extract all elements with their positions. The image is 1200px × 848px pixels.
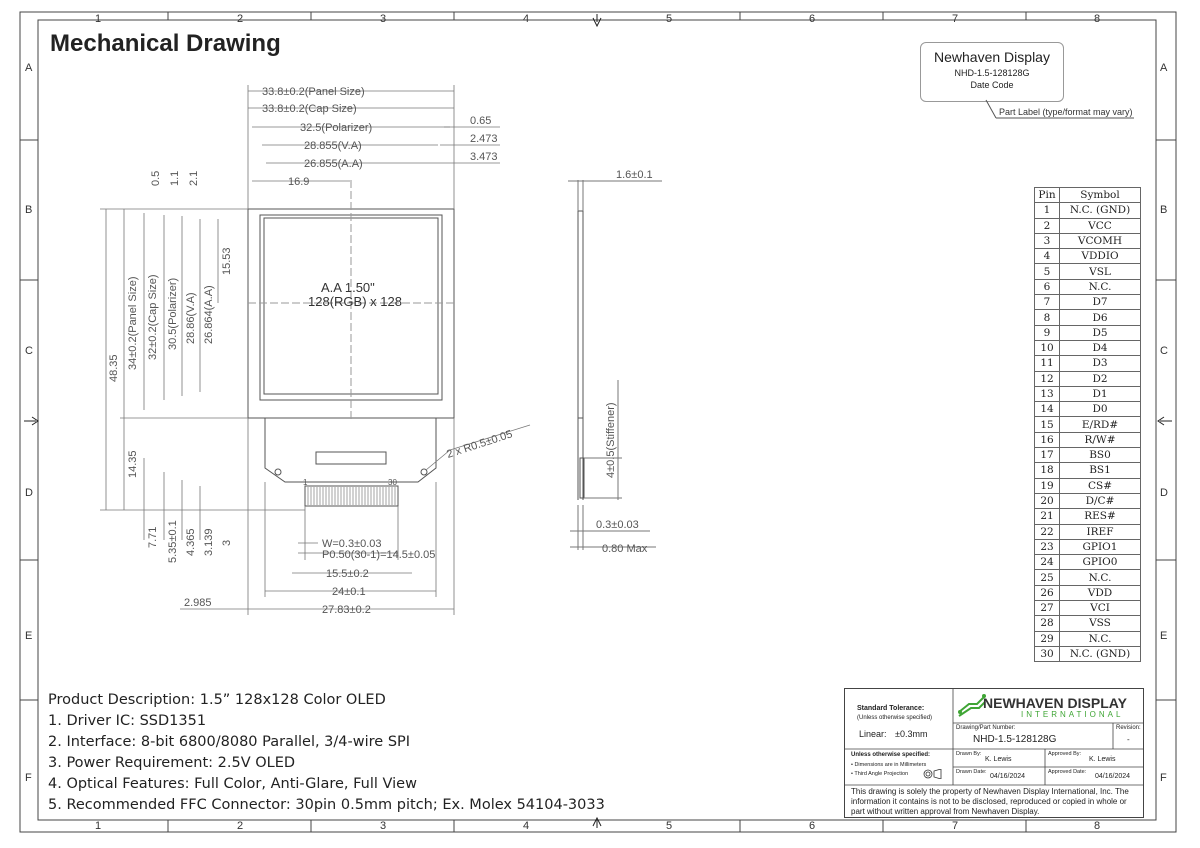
pin-number: 24	[1035, 555, 1060, 570]
page-title: Mechanical Drawing	[50, 30, 281, 57]
description-line: 5. Recommended FFC Connector: 30pin 0.5mm pitch; Ex. Molex 54104-3033	[48, 797, 605, 813]
pin-number: 30	[1035, 646, 1060, 661]
pin-symbol: GPIO1	[1060, 539, 1141, 554]
col-label-2-bottom: 2	[237, 820, 244, 832]
pin-number: 5	[1035, 264, 1060, 279]
pin-number: 22	[1035, 524, 1060, 539]
pin-number: 2	[1035, 218, 1060, 233]
table-row	[1035, 509, 1141, 524]
pin-number: 7	[1035, 295, 1060, 310]
drawn-by-label: Drawn By:	[956, 751, 982, 757]
dim-3-473: 3.473	[470, 151, 498, 163]
dim-side-0-3: 0.3±0.03	[596, 519, 639, 531]
pin-number: 16	[1035, 432, 1060, 447]
description-line: Product Description: 1.5” 128x128 Color OLED	[48, 692, 386, 708]
table-row	[1035, 539, 1141, 554]
fpc-pin-30-label: 30	[388, 478, 397, 487]
table-row	[1035, 493, 1141, 508]
pin-number: 18	[1035, 463, 1060, 478]
dim-cap-size: 33.8±0.2(Cap Size)	[262, 103, 357, 115]
pin-symbol: D7	[1060, 295, 1141, 310]
dim-v-48-35: 48.35	[108, 354, 120, 382]
table-row	[1035, 631, 1141, 646]
pin-number: 1	[1035, 203, 1060, 218]
row-label-d-right: D	[1160, 487, 1168, 499]
pin-symbol: D1	[1060, 386, 1141, 401]
col-label-4: 4	[523, 13, 530, 25]
pin-symbol: VCI	[1060, 601, 1141, 616]
dim-stiffener: 4±0.5(Stiffener)	[605, 402, 617, 478]
aa-label-line1: A.A 1.50"	[321, 280, 375, 295]
approved-date-label: Approved Date:	[1048, 769, 1087, 775]
pin-symbol: N.C.	[1060, 279, 1141, 294]
pin-symbol: D6	[1060, 310, 1141, 325]
table-row	[1035, 325, 1141, 340]
dim-v-polarizer: 30.5(Polarizer)	[167, 277, 179, 350]
side-view	[568, 180, 662, 550]
table-row	[1035, 386, 1141, 401]
dim-v-3-139: 3.139	[203, 528, 215, 556]
table-row	[1035, 264, 1141, 279]
dim-v-4-365: 4.365	[185, 528, 197, 556]
unless-specified-label: Unless otherwise specified:	[851, 752, 931, 758]
pin-symbol: IREF	[1060, 524, 1141, 539]
table-row	[1035, 585, 1141, 600]
pin-symbol: BS0	[1060, 448, 1141, 463]
dim-polarizer: 32.5(Polarizer)	[300, 122, 373, 134]
col-label-2: 2	[237, 13, 244, 25]
dim-w: W=0.3±0.03	[322, 538, 382, 550]
pin-symbol: VCOMH	[1060, 233, 1141, 248]
dim-v-0-5: 0.5	[150, 170, 162, 186]
dim-2-473: 2.473	[470, 133, 498, 145]
dim-15-5: 15.5±0.2	[326, 568, 369, 580]
table-row	[1035, 616, 1141, 631]
table-row	[1035, 310, 1141, 325]
dim-va: 28.855(V.A)	[304, 140, 362, 152]
row-label-c: C	[25, 345, 33, 357]
pin-symbol: N.C. (GND)	[1060, 646, 1141, 661]
col-label-5-bottom: 5	[666, 820, 673, 832]
third-angle-projection-icon	[923, 769, 943, 779]
description-line: 1. Driver IC: SSD1351	[48, 713, 207, 729]
dim-0-65: 0.65	[470, 115, 492, 127]
pin-number: 20	[1035, 493, 1060, 508]
drawn-date-value: 04/16/2024	[990, 773, 1026, 780]
table-row	[1035, 402, 1141, 417]
drawn-by-value: K. Lewis	[985, 756, 1012, 763]
table-row	[1035, 478, 1141, 493]
dim-27-83: 27.83±0.2	[322, 604, 371, 616]
dim-v-cap: 32±0.2(Cap Size)	[147, 274, 159, 360]
col-label-1-bottom: 1	[95, 820, 102, 832]
row-label-a: A	[25, 62, 33, 74]
drawn-date-label: Drawn Date:	[956, 769, 987, 775]
dim-16-9: 16.9	[288, 176, 310, 188]
pin-number: 29	[1035, 631, 1060, 646]
col-label-3: 3	[380, 13, 387, 25]
table-row	[1035, 448, 1141, 463]
pin-symbol: N.C. (GND)	[1060, 203, 1141, 218]
table-row	[1035, 524, 1141, 539]
dim-2-985: 2.985	[184, 597, 212, 609]
approved-by-value: K. Lewis	[1089, 756, 1116, 763]
col-label-6-bottom: 6	[809, 820, 816, 832]
part-label-note: Part Label (type/format may vary)	[999, 107, 1133, 117]
description-line: 3. Power Requirement: 2.5V OLED	[48, 755, 296, 771]
table-row	[1035, 555, 1141, 570]
dim-side-0-80: 0.80 Max	[602, 543, 648, 555]
table-row	[1035, 570, 1141, 585]
col-label-3-bottom: 3	[380, 820, 387, 832]
logo-main-text: NEWHAVEN DISPLAY	[983, 695, 1127, 711]
row-label-f: F	[25, 772, 32, 784]
pin-symbol: R/W#	[1060, 432, 1141, 447]
table-row	[1035, 371, 1141, 386]
pin-number: 23	[1035, 539, 1060, 554]
pin-number: 15	[1035, 417, 1060, 432]
col-label-1: 1	[95, 13, 102, 25]
dim-pitch: P0.50(30-1)=14.5±0.05	[322, 549, 436, 561]
dim-v-14-35: 14.35	[127, 450, 139, 478]
pin-number: 26	[1035, 585, 1060, 600]
approved-date-value: 04/16/2024	[1095, 773, 1131, 780]
aa-label-line2: 128(RGB) x 128	[308, 294, 402, 309]
pin-symbol: CS#	[1060, 478, 1141, 493]
row-label-e: E	[25, 630, 33, 642]
dim-v-1-1: 1.1	[169, 170, 181, 186]
standard-tolerance-label: Standard Tolerance:	[857, 705, 925, 712]
table-row	[1035, 233, 1141, 248]
dim-v-3: 3	[221, 539, 233, 546]
table-row	[1035, 203, 1141, 218]
description-line: 4. Optical Features: Full Color, Anti-Glare, Full View	[48, 776, 417, 792]
title-block	[844, 688, 1144, 818]
col-label-7-bottom: 7	[952, 820, 959, 832]
dim-v-aa: 26.864(A.A)	[203, 285, 215, 344]
note-projection: • Third Angle Projection	[851, 771, 909, 777]
pin-symbol: D5	[1060, 325, 1141, 340]
pin-symbol: D0	[1060, 402, 1141, 417]
pin-symbol: VSS	[1060, 616, 1141, 631]
row-label-e-right: E	[1160, 630, 1168, 642]
table-row	[1035, 646, 1141, 661]
product-description	[48, 690, 605, 816]
pin-symbol: D4	[1060, 340, 1141, 355]
dim-v-panel: 34±0.2(Panel Size)	[127, 276, 139, 370]
pin-symbol: VDD	[1060, 585, 1141, 600]
pin-number: 25	[1035, 570, 1060, 585]
dim-aa: 26.855(A.A)	[304, 158, 363, 170]
left-dimension-lines	[100, 209, 305, 540]
pin-number: 27	[1035, 601, 1060, 616]
pin-number: 17	[1035, 448, 1060, 463]
pin-table-header	[1035, 188, 1141, 203]
pin-symbol: D/C#	[1060, 493, 1141, 508]
table-row	[1035, 432, 1141, 447]
description-line: 2. Interface: 8-bit 6800/8080 Parallel, 3/4-wire SPI	[48, 734, 411, 750]
part-label-date-code: Date Code	[970, 80, 1014, 90]
table-row	[1035, 218, 1141, 233]
pin-symbol: D2	[1060, 371, 1141, 386]
table-row	[1035, 249, 1141, 264]
col-label-5: 5	[666, 13, 673, 25]
dim-v-7-71: 7.71	[147, 526, 159, 548]
pin-number: 13	[1035, 386, 1060, 401]
pin-number: 14	[1035, 402, 1060, 417]
pin-number: 4	[1035, 249, 1060, 264]
dim-v-15-53: 15.53	[221, 247, 233, 275]
pin-number: 8	[1035, 310, 1060, 325]
dim-radius: 2 x R0.5±0.05	[445, 428, 515, 461]
pin-number: 21	[1035, 509, 1060, 524]
dim-v-5-35: 5.35±0.1	[167, 520, 179, 563]
dim-v-2-1: 2.1	[188, 170, 200, 186]
pin-symbol: N.C.	[1060, 631, 1141, 646]
pin-number: 28	[1035, 616, 1060, 631]
fpc-pin-1-label: 1	[303, 478, 308, 487]
pin-symbol: N.C.	[1060, 570, 1141, 585]
disclaimer-text: This drawing is solely the property of Newhaven Display International, Inc. The information it contains is not to be disclosed, reproduced or copied in whole or part without written approval from Newhaven Display.	[851, 787, 1129, 816]
pin-symbol: VDDIO	[1060, 249, 1141, 264]
pin-symbol: E/RD#	[1060, 417, 1141, 432]
part-number-label: Drawing/Part Number:	[956, 725, 1016, 731]
pin-number: 11	[1035, 356, 1060, 371]
table-row	[1035, 279, 1141, 294]
row-label-c-right: C	[1160, 345, 1168, 357]
part-label-number: NHD-1.5-128128G	[954, 68, 1030, 78]
table-row	[1035, 463, 1141, 478]
pin-symbol: VSL	[1060, 264, 1141, 279]
row-label-b-right: B	[1160, 204, 1168, 216]
pin-number: 10	[1035, 340, 1060, 355]
logo-sub-text: INTERNATIONAL	[1021, 710, 1124, 719]
symbol-column-header: Symbol	[1060, 188, 1141, 203]
note-millimeters: • Dimensions are in Millimeters	[851, 762, 927, 768]
pin-number: 6	[1035, 279, 1060, 294]
col-label-4-bottom: 4	[523, 820, 530, 832]
dim-panel-size: 33.8±0.2(Panel Size)	[262, 86, 365, 98]
front-view-outline	[248, 180, 454, 506]
pin-symbol: BS1	[1060, 463, 1141, 478]
pin-table	[1034, 187, 1141, 662]
dim-24: 24±0.1	[332, 586, 366, 598]
row-label-f-right: F	[1160, 772, 1167, 784]
part-label-company: Newhaven Display	[934, 49, 1050, 65]
pin-number: 3	[1035, 233, 1060, 248]
pin-column-header: Pin	[1035, 188, 1060, 203]
pin-symbol: GPIO0	[1060, 555, 1141, 570]
revision-value: -	[1127, 735, 1130, 744]
col-label-7: 7	[952, 13, 959, 25]
revision-label: Revision:	[1116, 725, 1141, 731]
pin-number: 9	[1035, 325, 1060, 340]
pin-number: 19	[1035, 478, 1060, 493]
row-label-b: B	[25, 204, 33, 216]
approved-by-label: Approved By:	[1048, 751, 1082, 757]
table-row	[1035, 417, 1141, 432]
pin-symbol: D3	[1060, 356, 1141, 371]
part-number-value: NHD-1.5-128128G	[973, 734, 1057, 745]
dim-side-1-6: 1.6±0.1	[616, 169, 653, 181]
linear-label: Linear:	[859, 729, 887, 739]
col-label-8-bottom: 8	[1094, 820, 1101, 832]
pin-number: 12	[1035, 371, 1060, 386]
row-label-d: D	[25, 487, 33, 499]
pin-symbol: VCC	[1060, 218, 1141, 233]
pin-symbol: RES#	[1060, 509, 1141, 524]
col-label-6: 6	[809, 13, 816, 25]
table-row	[1035, 601, 1141, 616]
row-label-a-right: A	[1160, 62, 1168, 74]
table-row	[1035, 295, 1141, 310]
linear-value: ±0.3mm	[895, 729, 928, 739]
col-label-8: 8	[1094, 13, 1101, 25]
unless-note: (Unless otherwise specified)	[857, 715, 933, 721]
fpc-pins	[308, 487, 395, 505]
table-row	[1035, 340, 1141, 355]
dim-v-va: 28.86(V.A)	[185, 292, 197, 344]
table-row	[1035, 356, 1141, 371]
